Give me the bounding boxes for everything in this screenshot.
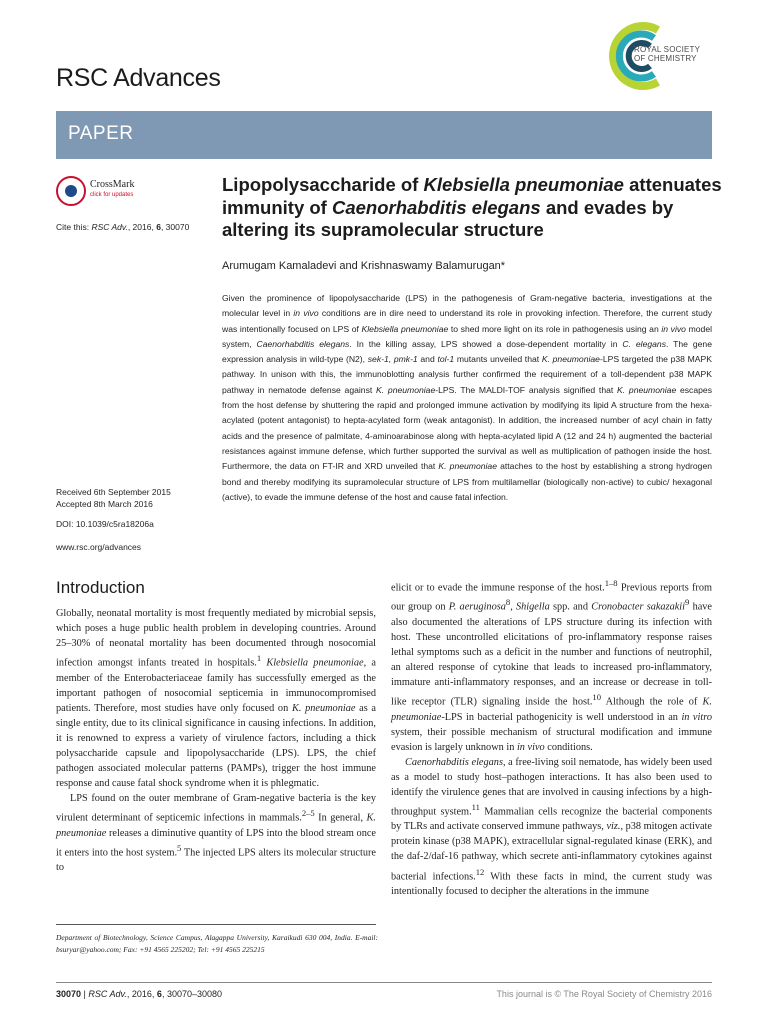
publisher-line2: OF CHEMISTRY (634, 54, 697, 63)
journal-url-link[interactable]: www.rsc.org/advances (56, 542, 142, 552)
footnote-divider (56, 924, 376, 925)
body-column-left (56, 606, 376, 875)
crossmark-button[interactable] (56, 176, 176, 216)
page-number: 30070 (56, 989, 82, 999)
body-column-right (391, 576, 712, 899)
article-title: Lipopolysaccharide of Klebsiella pneumoniae attenuates immunity of Caenorhabditis elegans and evades by altering its supramolecular structure (222, 174, 722, 240)
cite-line: Cite this: RSC Adv., 2016, 6, 30070 (56, 222, 190, 232)
intro-paragraph: Globally, neonatal mortality is most frequently mediated by microbial sepsis, which poses a huge public health problem in developing countries. Around 25–30% of neonatal mortality has been documented through nosocomial infection amongst infants treated in hospitals.$^1$ Klebsiella pneumoniae, a member of the Enterobacteriaceae family has successfully emerged as the important pathogen of nosocomial septicemia in immunocompromised patients. Therefore, most studies have only focused on K. pneumoniae as a single entity, due to its clinical significance in causing infections. In addition, it is renowned to express a variety of virulence factors, including a thick polysaccharide capsule and lipopolysaccharide (LPS). LPS, the chief pathogen associated molecular patterns (PAMPs), trigger the host immune response and cause fatal shock syndrome when it is phlegmatic. (56, 608, 377, 789)
section-banner (56, 111, 712, 159)
received-date: Received 6th September 2015 (56, 487, 171, 497)
cite-journal: RSC Adv. (91, 222, 128, 232)
intro-paragraph: elicit or to evade the immune response of the host.$^{1-8}$ Previous reports from our group on P. aeruginosa$^8$, Shigella spp. and Cronobacter sakazakii$^9$ have also documented the alterations of LPS structure during its infection with host. These uncontrolled elicitations of pro-inflammatory response raises lethal symptoms such as a deficit in the number and functions of neutrophil, an altered response of cytokine that leads to increased pro-inflammatory, immature anti-inflammatory responses, and an increase or decrease in toll-like receptor (TLR) signaling inside the host.$^{10}$ Although the role of K. pneumoniae-LPS in bacterial pathogenicity is well understood in an in vitro system, their possible mechanism of structural modification and immune evasion is largely unknown in in vivo conditions. (391, 578, 713, 753)
rsc-logo (604, 18, 724, 94)
crossmark-icon (56, 176, 86, 206)
footer-citation: 30070 | RSC Adv., 2016, 6, 30070–30080 (56, 989, 222, 999)
footer-copyright: This journal is © The Royal Society of Chemistry 2016 (496, 989, 712, 999)
accepted-date: Accepted 8th March 2016 (56, 498, 153, 509)
intro-paragraph: Caenorhabditis elegans, a free-living soil nematode, has widely been used as a model to study host–pathogen interactions. It has also been used to identify the virulence genes that are involved in causing infections by a high-throughput system.$^{11}$ Mammalian cells recognize the bacterial components by TLRs and activate conserved immune pathways, viz., p38 mitogen activate protein kinase (p38 MAPK), extracellular signal-regulated kinase (ERK), and the daf-2/daf-16 pathway, which secrete anti-inflammatory cytokines against bacterial infections.$^{12}$ With these facts in mind, the current study was intentionally focused to decipher the alterations in the immune (391, 756, 713, 897)
author-list: Arumugam Kamaladevi and Krishnaswamy Balamurugan* (222, 260, 506, 272)
journal-name: RSC Advances (56, 64, 221, 92)
footer-divider (56, 982, 712, 983)
intro-paragraph: LPS found on the outer membrane of Gram-negative bacteria is the key virulent determinant of septicemic infections in mammals.$^{2-5}$ In general, K. pneumoniae releases a diminutive quantity of LPS into the blood stream once it enters into the host system.$^5$ The injected LPS alters its molecular structure to (56, 792, 376, 874)
crossmark-label: CrossMark (90, 179, 135, 190)
crossmark-sub: click for updates (90, 192, 134, 198)
publisher-line1: ROYAL SOCIETY (634, 45, 701, 54)
affiliation-footnote: Department of Biotechnology, Science Campus, Alagappa University, Karaikudi 630 004, India. E-mail: bsuryar@yahoo.com; Fax: +91 4565 225202; Tel: +91 4565 225215 (56, 933, 378, 954)
article-history (56, 487, 171, 510)
section-label: PAPER (68, 123, 134, 144)
doi-link[interactable]: DOI: 10.1039/c5ra18206a (56, 519, 154, 529)
publisher-name (634, 45, 700, 63)
section-heading-introduction: Introduction (56, 578, 145, 597)
abstract: Given the prominence of lipopolysaccharide (LPS) in the pathogenesis of Gram-negative bacteria, investigations at the molecular level in in vivo conditions are in dire need to understand its role in provoking infection. Therefore, the current study was intentionally focused on LPS of Klebsiella pneumoniae to shed more light on its role in pathogenesis using an in vivo model system, Caenorhabditis elegans. In the killing assay, LPS showed a dose-dependent mortality in C. elegans. The gene expression analysis in wild-type (N2), sek-1, pmk-1 and tol-1 mutants unveiled that K. pneumoniae-LPS targeted the p38 MAPK pathway. In unison with this, the immunoblotting analysis further confirmed the requirement of a toll-dependent p38 MAPK pathway in nematode defense against K. pneumoniae-LPS. The MALDI-TOF analysis signified that K. pneumoniae escapes from the host defense by shuttering the rapid and prolonged immune activation by modifying its lipid A structure from the hexa-acylated (potent antagonist) to hepta-acylated form (weak antagonist). In addition, the increased number of acyl chain in fatty acids and the presence of palmitate, 4-aminoarabinose along with hepta-acylated lipid A (12 and 24 h) augmented the bacterial resistances against immune defense, which further supported the survival as well as multiplication of pathogen inside the host. Furthermore, the data on FT-IR and XRD unveiled that K. pneumoniae attaches to the host by establishing a strong hydrogen bond and thereby modifying its supramolecular structure of LPS from multilamellar (biologically non-active) to cubic/ hexagonal (active), to evade the immune defense of the host and cause fatal infection. (222, 293, 713, 502)
